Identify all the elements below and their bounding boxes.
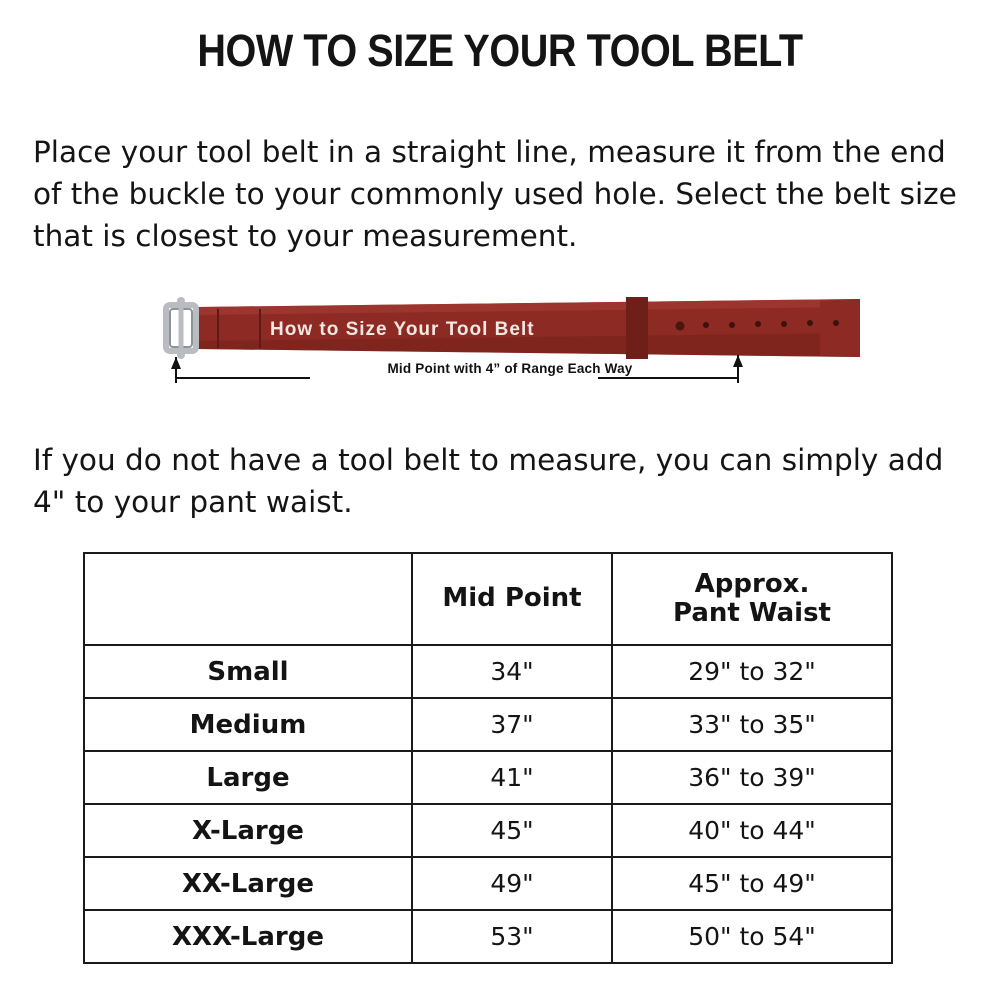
measure-caption: Mid Point with 4” of Range Each Way — [387, 361, 633, 376]
belt-hole — [703, 322, 709, 328]
cell-size: Large — [84, 751, 412, 804]
table-header — [84, 553, 892, 645]
belt-keeper — [626, 297, 648, 359]
header-pant-waist-line1: Approx. — [694, 568, 810, 599]
page-title: HOW TO SIZE YOUR TOOL BELT — [197, 25, 803, 76]
cell-pant-waist: 45" to 49" — [612, 857, 892, 910]
header-pant-waist — [612, 553, 892, 645]
cell-mid-point: 37" — [412, 698, 612, 751]
buckle-pin-top — [177, 297, 185, 305]
belt-illustration — [160, 295, 860, 405]
cell-size: Small — [84, 645, 412, 698]
cell-mid-point: 45" — [412, 804, 612, 857]
cell-pant-waist: 40" to 44" — [612, 804, 892, 857]
cell-mid-point: 49" — [412, 857, 612, 910]
cell-pant-waist: 50" to 54" — [612, 910, 892, 963]
cell-size: X-Large — [84, 804, 412, 857]
intro-paragraph: Place your tool belt in a straight line, measure it from the end of the buckle to your commonly used hole. Select the belt size that is closest to your measurement. — [33, 135, 957, 253]
no-belt-paragraph: If you do not have a tool belt to measure, you can simply add 4" to your pant waist. — [33, 443, 944, 519]
size-table — [83, 552, 893, 964]
table-header-row — [84, 553, 892, 645]
header-size-blank — [84, 553, 412, 645]
cell-mid-point: 34" — [412, 645, 612, 698]
cell-pant-waist: 33" to 35" — [612, 698, 892, 751]
table-row — [84, 804, 892, 857]
belt-hole — [807, 320, 813, 326]
cell-pant-waist: 29" to 32" — [612, 645, 892, 698]
belt-hole — [729, 322, 735, 328]
belt-tip — [820, 299, 860, 357]
cell-mid-point: 41" — [412, 751, 612, 804]
cell-size: XX-Large — [84, 857, 412, 910]
cell-pant-waist: 36" to 39" — [612, 751, 892, 804]
table-body — [84, 645, 892, 963]
table-row — [84, 857, 892, 910]
table-row — [84, 698, 892, 751]
belt-hole — [833, 320, 839, 326]
cell-size: XXX-Large — [84, 910, 412, 963]
belt-hole — [755, 321, 761, 327]
cell-mid-point: 53" — [412, 910, 612, 963]
size-table-container — [83, 552, 891, 964]
cell-size: Medium — [84, 698, 412, 751]
header-pant-waist-line2: Pant Waist — [672, 598, 831, 628]
belt-embossed-text: How to Size Your Tool Belt — [270, 319, 535, 340]
buckle-pin-bottom — [177, 351, 185, 359]
table-row — [84, 645, 892, 698]
table-row — [84, 751, 892, 804]
header-mid-point: Mid Point — [412, 553, 612, 645]
belt-diagram-svg — [160, 295, 860, 405]
belt-hole — [676, 322, 685, 331]
belt-hole — [781, 321, 787, 327]
table-row — [84, 910, 892, 963]
